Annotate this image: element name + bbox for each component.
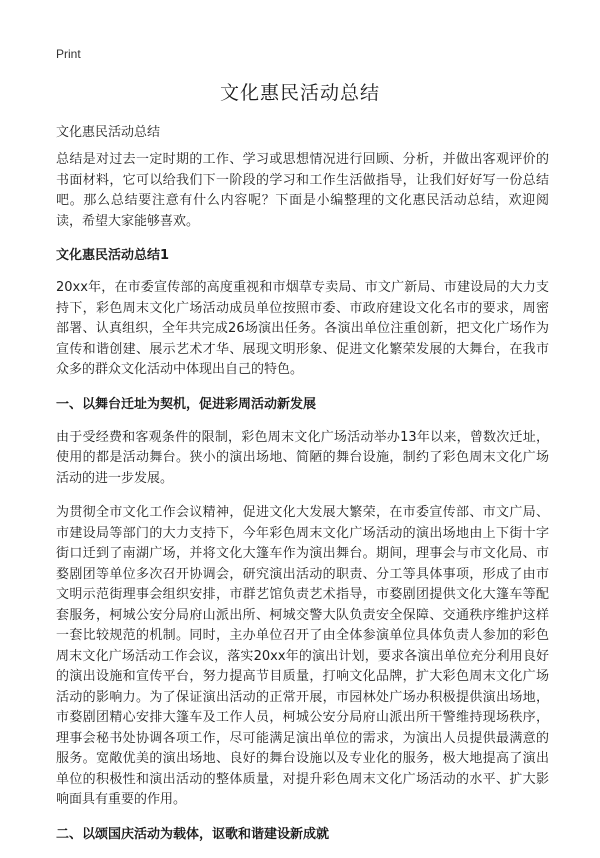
section2-heading: 二、以颂国庆活动为载体，讴歌和谐建设新成就 [56,826,330,842]
section1-heading: 一、以舞台迁址为契机，促进彩周活动新发展 [56,396,317,412]
part1-paragraph-1: 20xx年，在市委宣传部的高度重视和市烟草专卖局、市文广新局、市建设局的大力支持下，彩色周末文化广场活动成员单位按照市委、市政府建设文化名市的要求，周密部署、认真组织，全年共完成26场演出任务。各演出单位注重创新，把文化广场作为宣传和谐创建、展示艺术才华、展现文明形象、促进文化繁荣发展的大舞台，在我市众多的群众文化活动中体现出自己的特色。 [56,280,549,377]
section1-paragraph-2: 为贯彻全市文化工作会议精神，促进文化大发展大繁荣，在市委宣传部、市文广局、市建设局等部门的大力支持下，今年彩色周末文化广场活动的演出场地由上下街十字街口迁到了南湖广场，并将文化大篷车作为演出舞台。期间，理事会与市文化局、市婺剧团等单位多次召开协调会，研究演出活动的职责、分工等具体事项，形成了由市文明示范街理事会组织安排，市群艺馆负责艺术指导，市婺剧团提供文化大篷车等配套服务，柯城公安分局府山派出所、柯城交警大队负责安全保障、交通秩序维护这样一套比较规范的机制。同时，主办单位召开了由全体参演单位具体负责人参加的彩色周末文化广场活动工作会议，落实20xx年的演出计划，要求各演出单位充分利用良好的演出设施和宣传平台，努力提高节目质量，打响文化品牌，扩大彩色周末文化广场活动的影响力。为了保证演出活动的正常开展，市园林处广场办积极提供演出场地，市婺剧团精心安排大篷车及工作人员，柯城公安分局府山派出所干警维持现场秩序，理事会秘书处协调各项工作，尽可能满足演出单位的需求，为演出人员提供最满意的服务。宽敞优美的演出场地、良好的舞台设施以及专业化的服务，极大地提高了演出单位的积极性和演出活动的整体质量，对提升彩色周末文化广场活动的水平、扩大影响面具有重要的作用。 [56,505,549,807]
intro-paragraph: 总结是对过去一定时期的工作、学习或思想情况进行回顾、分析，并做出客观评价的书面材料，它可以给我们下一阶段的学习和工作生活做指导，让我们好好写一份总结吧。那么总结要注意有什么内容呢？下面是小编整理的文化惠民活动总结，欢迎阅读，希望大家能够喜欢。 [56,152,549,229]
part1-heading: 文化惠民活动总结1 [56,248,170,263]
document-title: 文化惠民活动总结 [219,82,380,104]
section1-paragraph-1: 由于受经费和客观条件的限制，彩色周末文化广场活动举办13年以来，曾数次迁址，使用的都是活动舞台。狭小的演出场地、简陋的舞台设施，制约了彩色周末文化广场活动的进一步发展。 [56,429,549,486]
document-subtitle: 文化惠民活动总结 [56,125,161,140]
print-link[interactable]: Print [56,47,81,61]
document-body [56,150,549,858]
